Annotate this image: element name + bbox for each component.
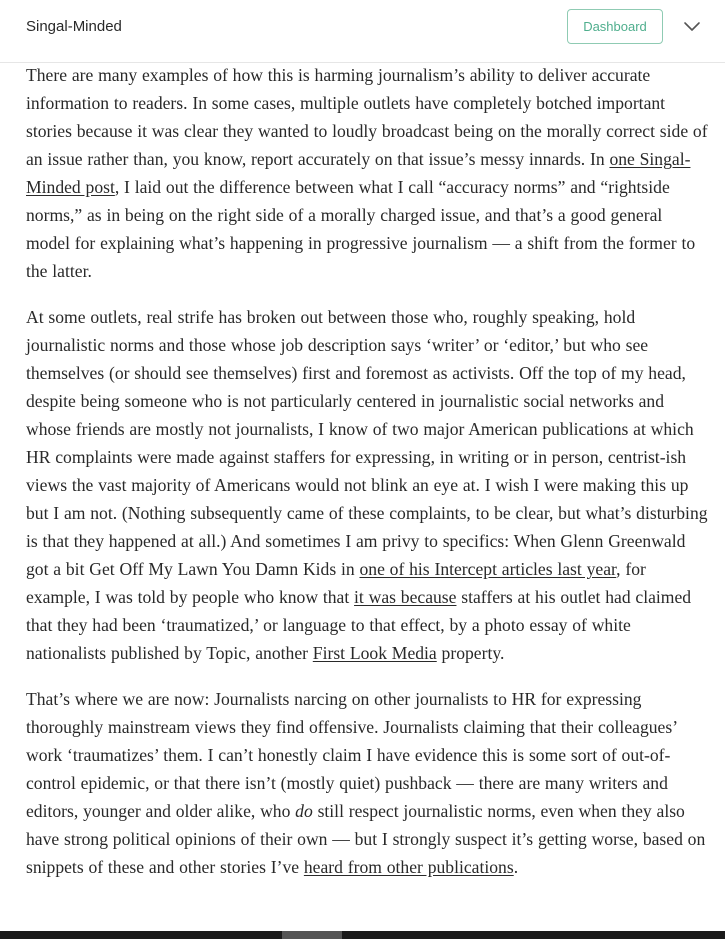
article-body	[26, 61, 710, 899]
link-singal-minded-post[interactable]: one Singal-Minded post	[26, 149, 691, 197]
link-other-publications[interactable]: heard from other publications	[303, 857, 514, 877]
paragraph-text: , for example, I was told by people who know that	[26, 559, 646, 607]
site-title[interactable]: Singal-Minded	[26, 18, 122, 35]
paragraph-text: still respect journalistic norms, even when they also have strong political opinions of their own — but I strongly suspect it’s getting worse, based on snippets of these and other stories I’ve	[26, 801, 706, 877]
top-header	[0, 0, 725, 63]
paragraph-text: property.	[436, 643, 505, 663]
link-it-was-because[interactable]: it was because	[354, 587, 457, 607]
paragraph-1	[26, 61, 710, 285]
paragraph-text: That’s where we are now: Journalists narcing on other journalists to HR for expressing thoroughly mainstream views they find offensive. Journalists claiming that their colleagues’ work ‘traumatizes’ them. I can’t honestly claim I have evidence this is some sort of out-of-control epidemic, or that there isn’t (mostly quiet) pushback — there are many writers and editors, younger and older alike, who	[26, 689, 677, 821]
horizontal-scrollbar[interactable]	[0, 931, 725, 939]
paragraph-text: At some outlets, real strife has broken out between those who, roughly speaking, hold journalistic norms and those whose job description says ‘writer’ or ‘editor,’ but who see themselves (or should see themselves) first and foremost as activists. Off the top of my head, despite being someone who is not particularly centered in journalistic social networks and whose friends are mostly not journalists, I know of two major American publications at which HR complaints were made against staffers for expressing, in writing or in person, centrist-ish views the vast majority of Americans would not blink an eye at. I wish I were making this up but I am not. (Nothing subsequently came of these complaints, to be clear, but what’s disturbing is that they happened at all.) And sometimes I am privy to specifics: When Glenn Greenwald got a bit Get Off My Lawn You Damn Kids in	[26, 307, 708, 579]
emphasis-do: do	[295, 801, 313, 821]
paragraph-text: .	[513, 857, 519, 877]
paragraph-text: , I laid out the difference between what I call “accuracy norms” and “rightside norms,” as in being on the right side of a morally charged issue, and that’s a good general model for explaining what’s happening in progressive journalism — a shift from the former to the latter.	[26, 177, 696, 281]
paragraph-text: There are many examples of how this is harming journalism’s ability to deliver accurate information to readers. In some cases, multiple outlets have completely botched important stories because it was clear they wanted to loudly broadcast being on the morally correct side of an issue rather than, you know, report accurately on that issue’s messy innards. In	[26, 65, 708, 169]
chevron-down-icon[interactable]	[682, 19, 702, 35]
scrollbar-thumb[interactable]	[282, 931, 342, 939]
dashboard-button[interactable]: Dashboard	[567, 9, 663, 44]
paragraph-3	[26, 685, 710, 881]
paragraph-text: staffers at his outlet had claimed that they had been ‘traumatized,’ or language to that effect, by a photo essay of white nationalists published by Topic, another	[26, 587, 692, 663]
link-first-look-media[interactable]: First Look Media	[312, 643, 437, 663]
link-intercept-article[interactable]: one of his Intercept articles last year	[359, 559, 617, 579]
paragraph-2	[26, 303, 710, 667]
